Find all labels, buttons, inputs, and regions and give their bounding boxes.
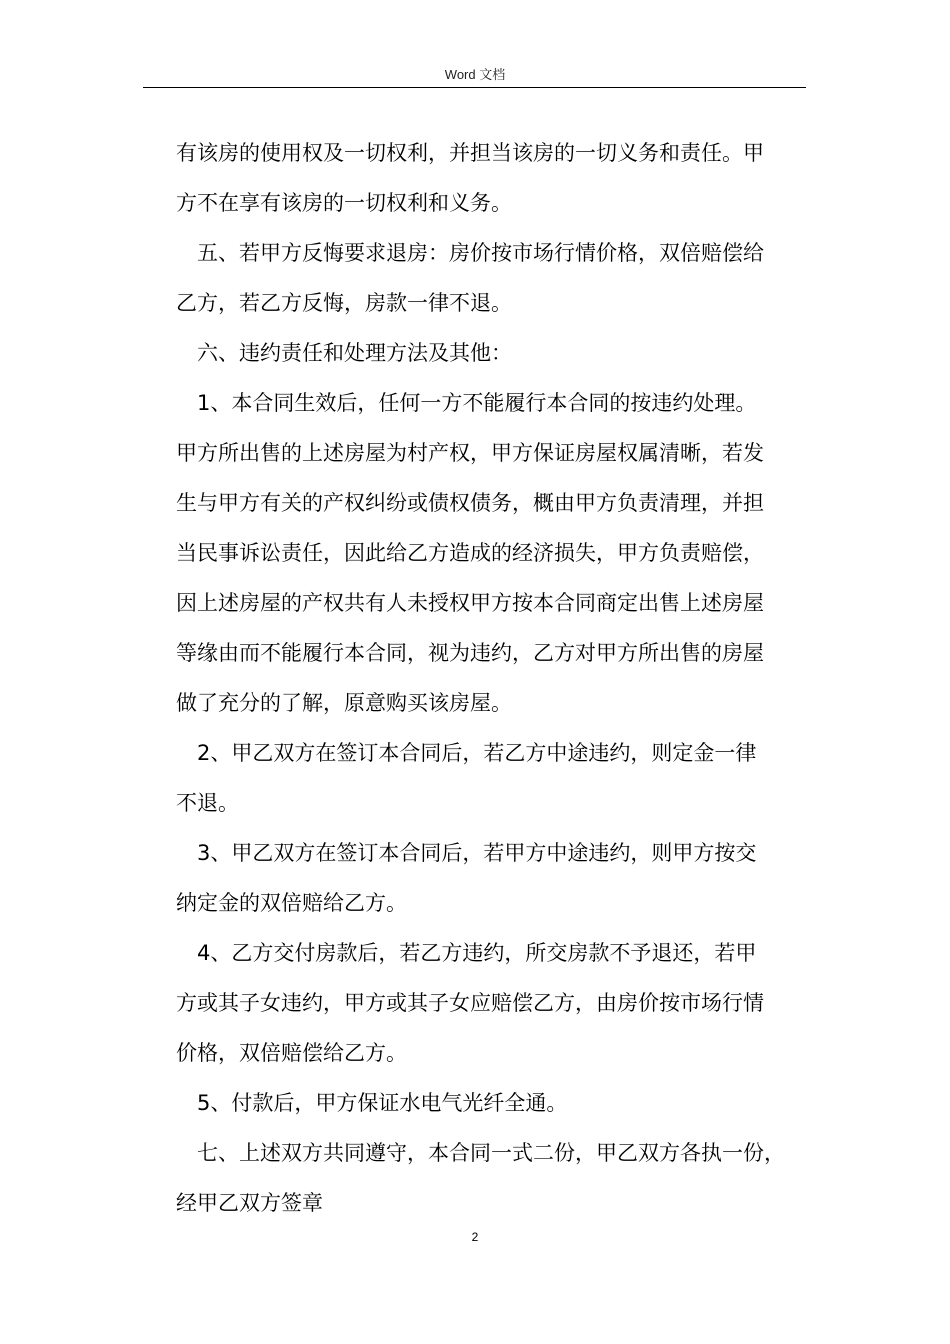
text-line: 4、乙方交付房款后，若乙方违约，所交房款不予退还，若甲 <box>197 941 757 965</box>
text-line: 5、付款后，甲方保证水电气光纤全通。 <box>197 1091 568 1115</box>
page-number: 2 <box>471 1230 479 1244</box>
text-line: 因上述房屋的产权共有人未授权甲方按本合同商定出售上述房屋 <box>176 591 764 615</box>
text-line: 方或其子女违约，甲方或其子女应赔偿乙方，由房价按市场行情 <box>176 991 764 1015</box>
text-line: 生与甲方有关的产权纠纷或债权债务，概由甲方负责清理，并担 <box>176 491 764 515</box>
text-line: 当民事诉讼责任，因此给乙方造成的经济损失，甲方负责赔偿， <box>176 541 764 565</box>
text-line: 乙方，若乙方反悔，房款一律不退。 <box>176 291 512 315</box>
text-line: 不退。 <box>176 791 239 815</box>
text-line: 六、违约责任和处理方法及其他： <box>197 341 512 365</box>
text-line: 等缘由而不能履行本合同，视为违约，乙方对甲方所出售的房屋 <box>176 641 764 665</box>
text-line: 2、甲乙双方在签订本合同后，若乙方中途违约，则定金一律 <box>197 741 757 765</box>
text-line: 纳定金的双倍赔给乙方。 <box>176 891 407 915</box>
text-line: 七、上述双方共同遵守，本合同一式二份，甲乙双方各执一份， <box>197 1141 785 1165</box>
text-line: 甲方所出售的上述房屋为村产权，甲方保证房屋权属清晰，若发 <box>176 441 764 465</box>
text-line: 做了充分的了解，原意购买该房屋。 <box>176 691 512 715</box>
text-line: 有该房的使用权及一切权利，并担当该房的一切义务和责任。甲 <box>176 141 764 165</box>
text-line: 方不在享有该房的一切权利和义务。 <box>176 191 512 215</box>
document-header-title: Word 文档 <box>444 67 506 82</box>
header-divider <box>143 87 806 88</box>
text-line: 价格，双倍赔偿给乙方。 <box>176 1041 407 1065</box>
text-line: 3、甲乙双方在签订本合同后，若甲方中途违约，则甲方按交 <box>197 841 757 865</box>
text-line: 经甲乙双方签章 <box>176 1191 323 1215</box>
text-line: 五、若甲方反悔要求退房：房价按市场行情价格，双倍赔偿给 <box>197 241 764 265</box>
text-line: 1、本合同生效后，任何一方不能履行本合同的按违约处理。 <box>197 391 757 415</box>
document-body <box>176 128 806 1228</box>
